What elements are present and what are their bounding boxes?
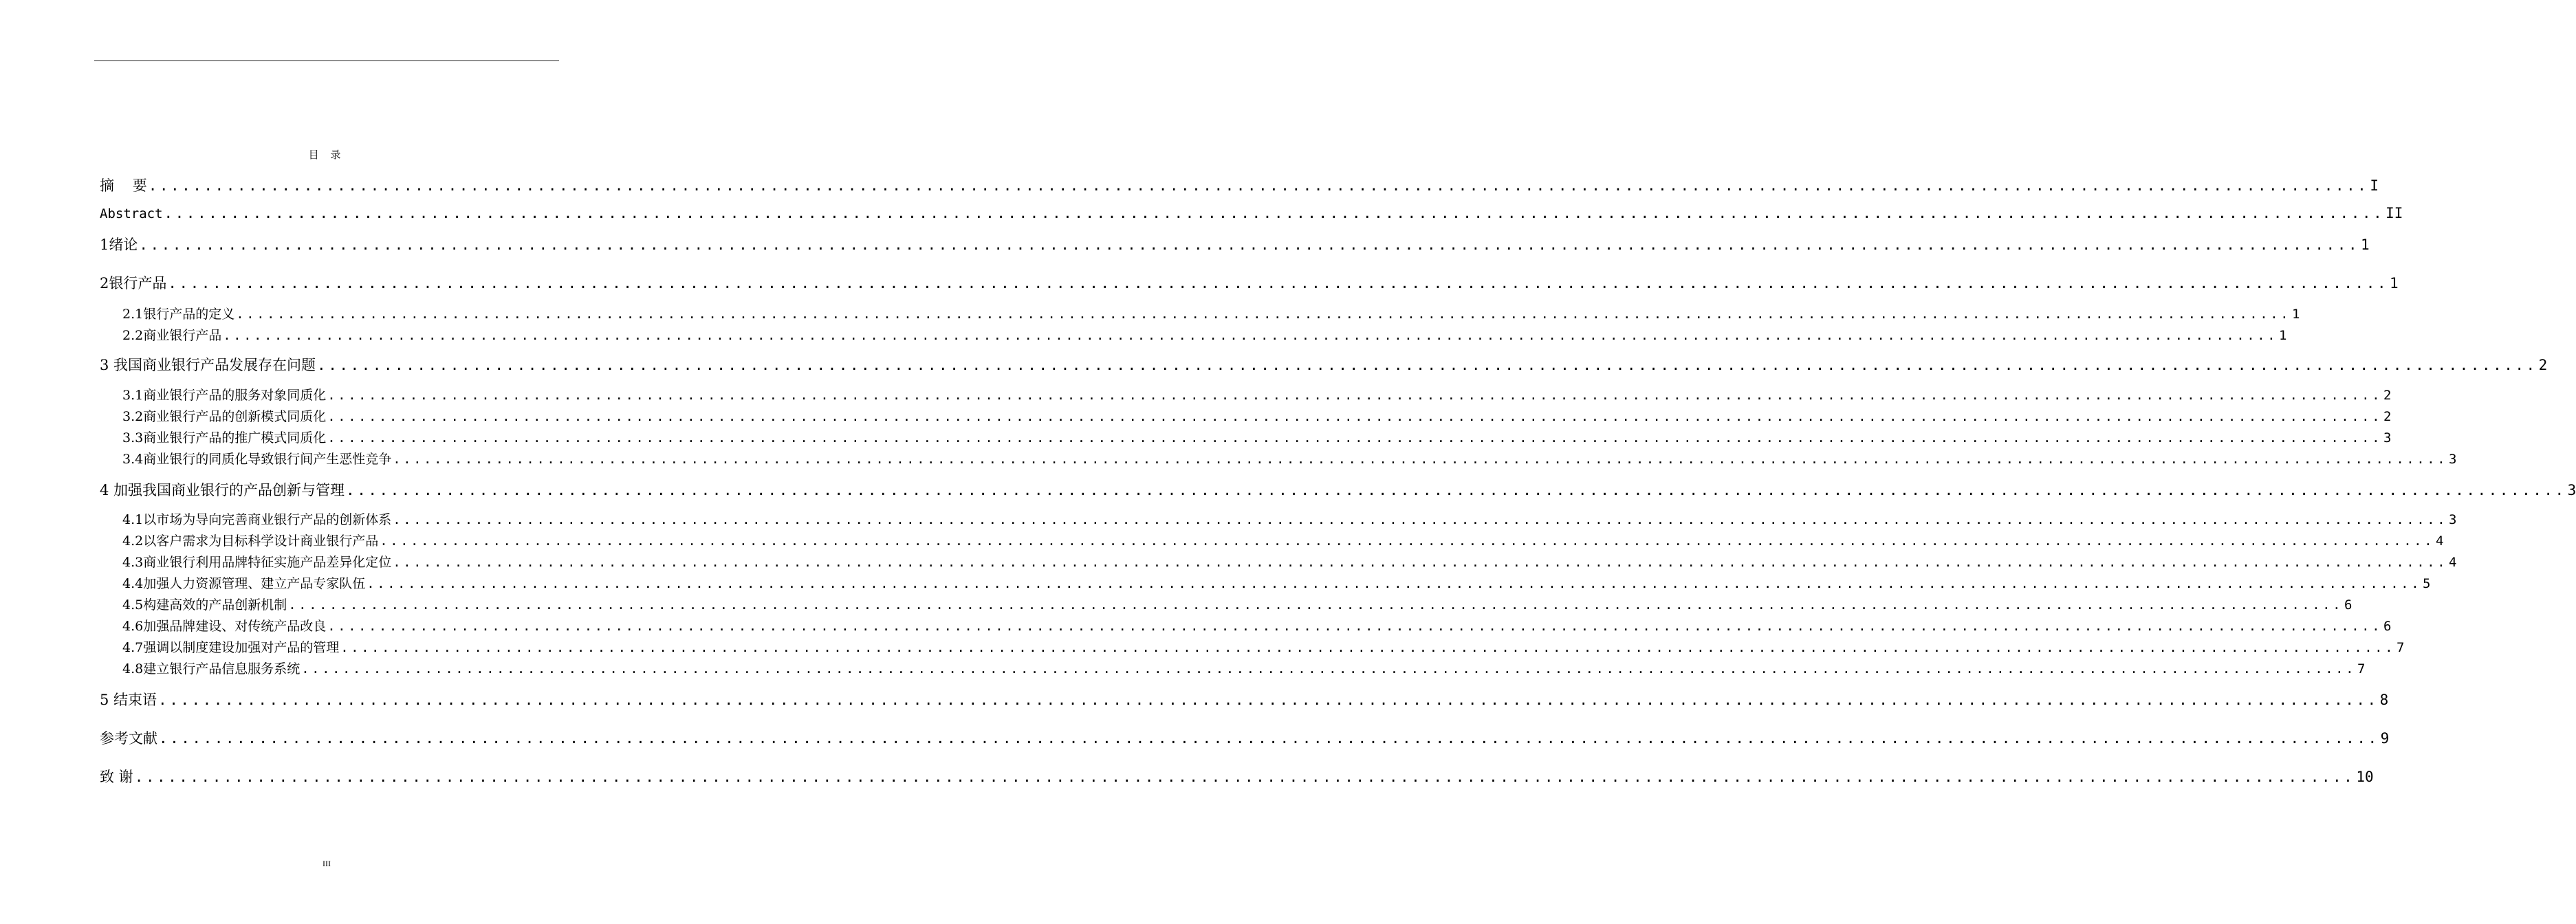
toc-entry[interactable] bbox=[122, 659, 2366, 677]
toc-entry-label: 1绪论 bbox=[100, 236, 138, 253]
toc-entry-page: I bbox=[2370, 177, 2379, 194]
toc-entry-label: 2.1银行产品的定义 bbox=[122, 307, 235, 322]
toc-entry[interactable] bbox=[122, 573, 2431, 592]
toc-entry-label: 3.1商业银行产品的服务对象同质化 bbox=[122, 388, 327, 403]
toc-leader-dots: ........................................................................................................................................................................................................ bbox=[168, 275, 2388, 292]
toc-entry-page: 4 bbox=[2449, 555, 2457, 570]
toc-entry-label: 3.2商业银行产品的创新模式同质化 bbox=[122, 409, 327, 424]
toc-entry-page: 2 bbox=[2383, 388, 2392, 403]
toc-entry-page: 6 bbox=[2383, 619, 2392, 634]
toc-entry[interactable] bbox=[100, 234, 2370, 254]
toc-entry-label: 4.6加强品牌建设、对传统产品改良 bbox=[122, 619, 327, 634]
toc-entry[interactable] bbox=[100, 272, 2399, 293]
toc-entry[interactable] bbox=[122, 595, 2353, 613]
toc-entry-page: 5 bbox=[2423, 576, 2431, 591]
toc-entry-label: 4.8建立银行产品信息服务系统 bbox=[122, 661, 301, 676]
toc-entry-label: 4.5构建高效的产品创新机制 bbox=[122, 597, 287, 613]
toc-entry-page: 10 bbox=[2356, 769, 2374, 785]
toc-entry-page: 6 bbox=[2344, 597, 2353, 613]
toc-entry-page: 1 bbox=[2361, 236, 2370, 253]
toc-leader-dots: ........................................................................................................................................................................................................ bbox=[327, 619, 2383, 634]
toc-entry[interactable] bbox=[100, 727, 2390, 748]
toc-leader-dots: ........................................................................................................................................................................................................ bbox=[327, 430, 2383, 446]
toc-entry-page: 7 bbox=[2357, 661, 2366, 676]
toc-entry-page: 3 bbox=[2383, 430, 2392, 446]
toc-leader-dots: ........................................................................................................................................................................................................ bbox=[346, 482, 2566, 498]
toc-entry-page: 4 bbox=[2436, 534, 2444, 549]
toc-entry-label: 4.4加强人力资源管理、建立产品专家队伍 bbox=[122, 576, 366, 591]
toc-entry-label: 5 结束语 bbox=[100, 692, 157, 708]
toc-entry-label: 4.2以客户需求为目标科学设计商业银行产品 bbox=[122, 534, 379, 549]
toc-entry-page: 7 bbox=[2397, 640, 2405, 655]
toc-entry[interactable] bbox=[122, 531, 2444, 549]
toc-entry[interactable] bbox=[100, 766, 2374, 786]
toc-leader-dots: ........................................................................................................................................................................................................ bbox=[139, 236, 2359, 253]
toc-title: 目 录 bbox=[308, 148, 345, 161]
toc-entry[interactable] bbox=[122, 406, 2392, 425]
toc-entry-page: 1 bbox=[2390, 275, 2399, 292]
toc-leader-dots: ........................................................................................................................................................................................................ bbox=[159, 730, 2379, 747]
toc-leader-dots: ........................................................................................................................................................................................................ bbox=[340, 640, 2396, 655]
toc-entry[interactable] bbox=[100, 479, 2576, 500]
toc-entry-label: 摘 要 bbox=[100, 177, 147, 194]
toc-entry-label: 2银行产品 bbox=[100, 275, 167, 292]
toc-entry-label: 4.1以市场为导向完善商业银行产品的创新体系 bbox=[122, 512, 392, 527]
toc-entry[interactable] bbox=[122, 325, 2287, 344]
toc-entry[interactable] bbox=[122, 552, 2457, 571]
toc-leader-dots: ........................................................................................................................................................................................................ bbox=[317, 357, 2537, 373]
toc-leader-dots: ........................................................................................................................................................................................................ bbox=[134, 769, 2355, 785]
footer-page-number: III bbox=[323, 859, 331, 868]
toc-entry-label: 3.4商业银行的同质化导致银行间产生恶性竞争 bbox=[122, 452, 392, 467]
toc-leader-dots: ........................................................................................................................................................................................................ bbox=[164, 205, 2385, 221]
toc-entry-page: II bbox=[2386, 205, 2403, 221]
toc-entry[interactable] bbox=[122, 385, 2392, 404]
toc-entry[interactable] bbox=[122, 509, 2457, 528]
toc-entry-label: Abstract bbox=[100, 206, 163, 221]
toc-entry[interactable] bbox=[100, 689, 2389, 710]
toc-leader-dots: ........................................................................................................................................................................................................ bbox=[327, 388, 2383, 403]
toc-entry-label: 3 我国商业银行产品发展存在问题 bbox=[100, 357, 316, 373]
toc-entry-page: 3 bbox=[2449, 452, 2457, 467]
toc-entry-page: 3 bbox=[2449, 512, 2457, 527]
toc-leader-dots: ........................................................................................................................................................................................................ bbox=[367, 576, 2422, 591]
toc-entry-page: 9 bbox=[2380, 730, 2390, 747]
toc-entry[interactable] bbox=[122, 449, 2457, 468]
toc-entry-label: 4.3商业银行利用品牌特征实施产品差异化定位 bbox=[122, 555, 392, 570]
toc-leader-dots: ........................................................................................................................................................................................................ bbox=[223, 328, 2278, 343]
toc-entry[interactable] bbox=[122, 304, 2300, 322]
toc-entry-label: 2.2商业银行产品 bbox=[122, 328, 222, 343]
toc-entry-label: 3.3商业银行产品的推广模式同质化 bbox=[122, 430, 327, 446]
toc-entry-label: 4.7强调以制度建设加强对产品的管理 bbox=[122, 640, 340, 655]
toc-leader-dots: ........................................................................................................................................................................................................ bbox=[393, 452, 2448, 467]
toc-entry[interactable] bbox=[100, 205, 2403, 221]
toc-leader-dots: ........................................................................................................................................................................................................ bbox=[236, 307, 2291, 322]
toc-entry[interactable] bbox=[122, 616, 2392, 635]
toc-entry[interactable] bbox=[100, 175, 2379, 195]
toc-entry[interactable] bbox=[100, 354, 2548, 375]
toc-leader-dots: ........................................................................................................................................................................................................ bbox=[380, 534, 2435, 549]
toc-leader-dots: ........................................................................................................................................................................................................ bbox=[301, 661, 2357, 676]
toc-entry-page: 3 bbox=[2567, 482, 2576, 498]
toc-entry[interactable] bbox=[122, 428, 2392, 446]
toc-leader-dots: ........................................................................................................................................................................................................ bbox=[393, 555, 2448, 570]
toc-leader-dots: ........................................................................................................................................................................................................ bbox=[327, 409, 2383, 424]
toc-entry-page: 2 bbox=[2538, 357, 2548, 373]
toc-entry[interactable] bbox=[122, 637, 2405, 656]
toc-leader-dots: ........................................................................................................................................................................................................ bbox=[288, 597, 2344, 613]
toc-leader-dots: ........................................................................................................................................................................................................ bbox=[148, 177, 2369, 194]
toc-entry-label: 致 谢 bbox=[100, 769, 133, 785]
toc-leader-dots: ........................................................................................................................................................................................................ bbox=[393, 512, 2448, 527]
toc-entry-page: 2 bbox=[2383, 409, 2392, 424]
toc-entry-page: 1 bbox=[2292, 307, 2300, 322]
toc-entry-page: 8 bbox=[2379, 692, 2389, 708]
toc-entry-page: 1 bbox=[2279, 328, 2287, 343]
toc-leader-dots: ........................................................................................................................................................................................................ bbox=[158, 692, 2379, 708]
toc-entry-label: 4 加强我国商业银行的产品创新与管理 bbox=[100, 482, 345, 498]
toc-entry-label: 参考文献 bbox=[100, 730, 157, 747]
